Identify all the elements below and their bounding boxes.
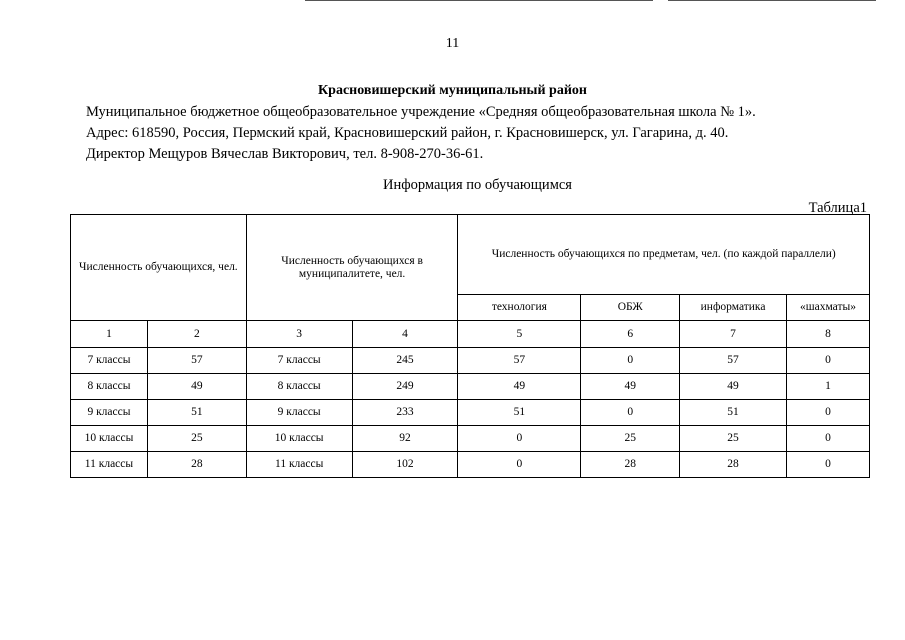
table-row xyxy=(71,374,870,400)
table-cell: 9 классы xyxy=(246,400,352,426)
table-caption: Таблица1 xyxy=(808,200,867,216)
header-students-count: Численность обучающихся, чел. xyxy=(71,215,247,321)
column-number: 7 xyxy=(680,321,787,348)
table-cell: 49 xyxy=(458,374,581,400)
table-cell: 0 xyxy=(458,452,581,478)
institution-name: Муниципальное бюджетное общеобразовательное учреждение «Средняя общеобразовательная школа № 1». xyxy=(86,104,756,120)
district-title: Красновишерский муниципальный район xyxy=(318,83,587,98)
table-heading: Информация по обучающимся xyxy=(383,177,572,193)
table-cell: 49 xyxy=(680,374,787,400)
column-number: 8 xyxy=(787,321,870,348)
table-cell: 249 xyxy=(352,374,458,400)
table-cell: 0 xyxy=(787,426,870,452)
header-by-subject: Численность обучающихся по предметам, чел. (по каждой параллели) xyxy=(458,215,870,295)
column-number: 6 xyxy=(581,321,680,348)
table-cell: 28 xyxy=(680,452,787,478)
table-cell: 11 классы xyxy=(71,452,148,478)
table-cell: 92 xyxy=(352,426,458,452)
table-row xyxy=(71,452,870,478)
top-rule-left xyxy=(305,0,653,1)
table-cell: 0 xyxy=(458,426,581,452)
table-cell: 57 xyxy=(458,348,581,374)
table-cell: 51 xyxy=(680,400,787,426)
table-cell: 0 xyxy=(787,400,870,426)
table-cell: 49 xyxy=(581,374,680,400)
table-cell: 102 xyxy=(352,452,458,478)
column-number: 2 xyxy=(147,321,246,348)
header-subject-obzh: ОБЖ xyxy=(581,295,680,321)
top-rule-right xyxy=(668,0,876,1)
table-cell: 8 классы xyxy=(71,374,148,400)
table-cell: 28 xyxy=(147,452,246,478)
table-cell: 1 xyxy=(787,374,870,400)
table-cell: 51 xyxy=(147,400,246,426)
table-cell: 7 классы xyxy=(71,348,148,374)
column-number: 4 xyxy=(352,321,458,348)
table-cell: 51 xyxy=(458,400,581,426)
table-cell: 25 xyxy=(147,426,246,452)
table-cell: 233 xyxy=(352,400,458,426)
table-cell: 10 классы xyxy=(71,426,148,452)
table-row xyxy=(71,426,870,452)
header-subject-technology: технология xyxy=(458,295,581,321)
table-cell: 57 xyxy=(147,348,246,374)
table-cell: 0 xyxy=(581,400,680,426)
students-table xyxy=(70,214,870,478)
column-number: 1 xyxy=(71,321,148,348)
table-row xyxy=(71,400,870,426)
table-cell: 11 классы xyxy=(246,452,352,478)
header-subject-informatics: информатика xyxy=(680,295,787,321)
header-subject-chess: «шахматы» xyxy=(787,295,870,321)
table-cell: 0 xyxy=(787,452,870,478)
institution-address: Адрес: 618590, Россия, Пермский край, Красновишерский район, г. Красновишерск, ул. Гагарина, д. 40. xyxy=(86,125,729,141)
institution-director: Директор Мещуров Вячеслав Викторович, тел. 8-908-270-36-61. xyxy=(86,146,484,162)
table-cell: 25 xyxy=(581,426,680,452)
table-cell: 9 классы xyxy=(71,400,148,426)
table-cell: 25 xyxy=(680,426,787,452)
table-cell: 57 xyxy=(680,348,787,374)
column-number: 3 xyxy=(246,321,352,348)
column-number: 5 xyxy=(458,321,581,348)
table-cell: 0 xyxy=(787,348,870,374)
table-cell: 8 классы xyxy=(246,374,352,400)
table-cell: 7 классы xyxy=(246,348,352,374)
table-row xyxy=(71,348,870,374)
table-cell: 28 xyxy=(581,452,680,478)
page-number: 11 xyxy=(445,36,460,51)
table-cell: 245 xyxy=(352,348,458,374)
header-municipality-count: Численность обучающихся в муниципалитете, чел. xyxy=(246,215,458,321)
table-cell: 49 xyxy=(147,374,246,400)
table-cell: 0 xyxy=(581,348,680,374)
header-row-numbers xyxy=(71,321,870,348)
table-cell: 10 классы xyxy=(246,426,352,452)
header-row-main xyxy=(71,215,870,295)
